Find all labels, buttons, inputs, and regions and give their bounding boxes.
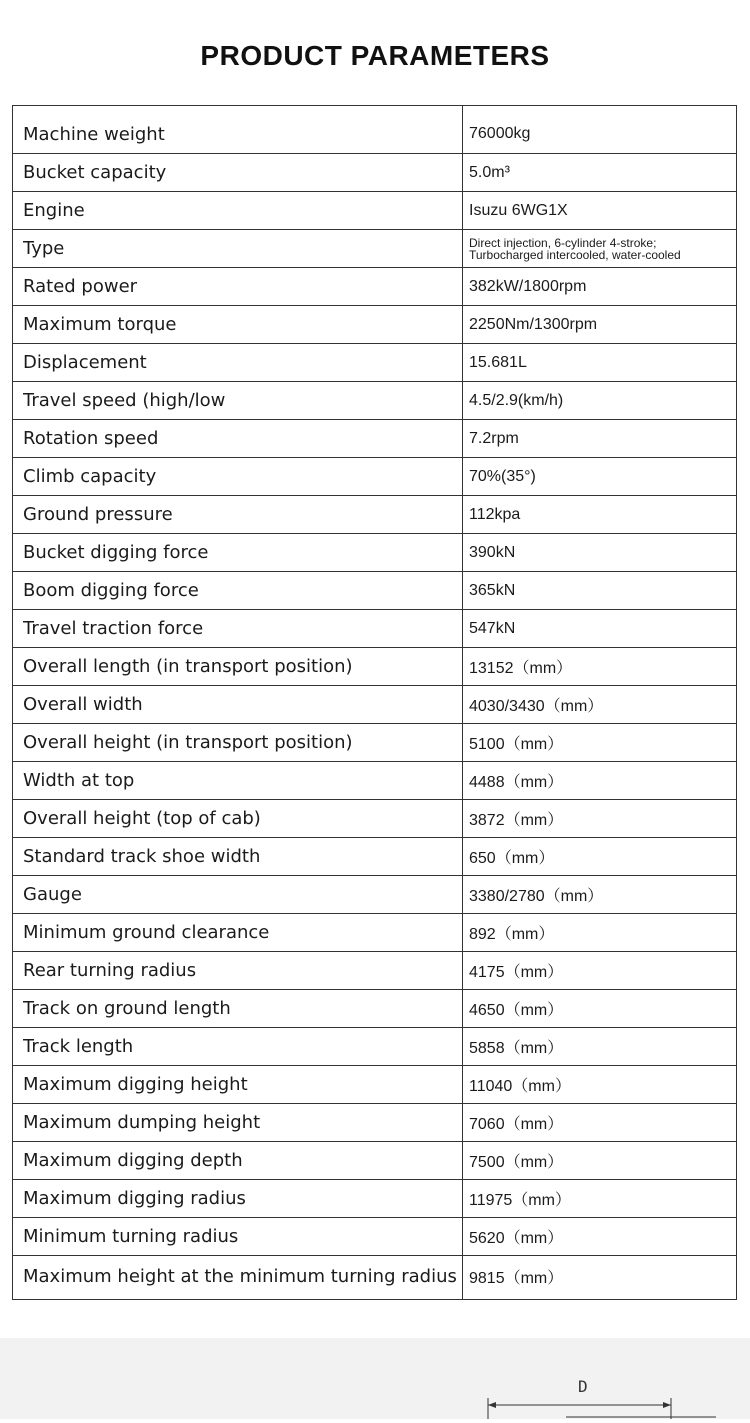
param-label: Rotation speed: [23, 428, 159, 449]
table-row: [13, 799, 736, 837]
table-row: [13, 1141, 736, 1179]
dimension-drawing: [0, 1338, 750, 1419]
param-label: Maximum torque: [23, 314, 177, 335]
param-label: Type: [23, 238, 65, 259]
param-value: 15.681L: [469, 353, 527, 371]
param-label: Maximum digging radius: [23, 1188, 246, 1209]
param-label: Maximum digging height: [23, 1074, 248, 1095]
param-label: Rear turning radius: [23, 960, 197, 981]
param-value: 11040（mm）: [469, 1078, 571, 1095]
param-value: 892（mm）: [469, 926, 555, 943]
param-label: Gauge: [23, 884, 82, 905]
param-value: 650（mm）: [469, 850, 555, 867]
param-value: 4650（mm）: [469, 1002, 564, 1019]
table-row: [13, 343, 736, 381]
param-label: Boom digging force: [23, 580, 199, 601]
param-value: 4175（mm）: [469, 964, 564, 981]
param-label: Travel traction force: [23, 618, 204, 639]
table-row: [13, 609, 736, 647]
param-value: 70%(35°): [469, 467, 536, 485]
param-label: Standard track shoe width: [23, 846, 261, 867]
param-value: 4.5/2.9(km/h): [469, 391, 564, 409]
param-label: Track length: [23, 1036, 134, 1057]
param-value: 4488（mm）: [469, 774, 564, 791]
dimension-diagram: [0, 1338, 750, 1419]
param-label: Displacement: [23, 352, 147, 373]
table-row: [13, 875, 736, 913]
table-row: [13, 419, 736, 457]
table-row: [13, 913, 736, 951]
param-label: Track on ground length: [23, 998, 231, 1019]
param-value: Direct injection, 6-cylinder 4-stroke; Turbocharged intercooled, water-cooled: [469, 235, 681, 262]
page-title: PRODUCT PARAMETERS: [200, 40, 550, 71]
param-label: Bucket digging force: [23, 542, 209, 563]
table-row: [13, 951, 736, 989]
param-value: 7060（mm）: [469, 1116, 564, 1133]
param-label: Minimum turning radius: [23, 1226, 239, 1247]
param-value: 365kN: [469, 581, 516, 599]
table-row: [13, 1179, 736, 1217]
param-label: Overall height (in transport position): [23, 732, 353, 753]
table-row: [13, 685, 736, 723]
param-value: 112kpa: [469, 505, 521, 523]
table-row: [13, 1103, 736, 1141]
param-label: Overall length (in transport position): [23, 656, 353, 677]
param-value: 5620（mm）: [469, 1230, 564, 1247]
param-value: 5100（mm）: [469, 736, 564, 753]
param-value: 5858（mm）: [469, 1040, 564, 1057]
param-label: Ground pressure: [23, 504, 173, 525]
table-row: [13, 495, 736, 533]
arrow-right-icon: [663, 1402, 671, 1408]
param-value: Isuzu 6WG1X: [469, 201, 568, 219]
table-row: [13, 723, 736, 761]
param-value: 7.2rpm: [469, 429, 519, 447]
param-value: 9815（mm）: [469, 1270, 564, 1287]
param-value: 4030/3430（mm）: [469, 698, 604, 715]
param-label: Maximum digging depth: [23, 1150, 243, 1171]
param-label: Minimum ground clearance: [23, 922, 270, 943]
table-row: [13, 761, 736, 799]
table-row: [13, 1065, 736, 1103]
param-label: Travel speed (high/low: [23, 390, 226, 411]
table-row: [13, 457, 736, 495]
table-row: [13, 267, 736, 305]
param-value: 7500（mm）: [469, 1154, 564, 1171]
param-label: Bucket capacity: [23, 162, 167, 183]
table-row: [13, 647, 736, 685]
table-row: [13, 533, 736, 571]
param-value: 2250Nm/1300rpm: [469, 315, 598, 333]
param-value: 390kN: [469, 543, 516, 561]
table-row: [13, 229, 736, 267]
table-row: [13, 106, 736, 153]
param-label: Maximum dumping height: [23, 1112, 261, 1133]
table-row: [13, 305, 736, 343]
param-label: Machine weight: [23, 123, 165, 145]
param-label: Width at top: [23, 770, 135, 791]
param-label: Maximum height at the minimum turning radius: [23, 1266, 457, 1287]
table-row: [13, 1027, 736, 1065]
table-row: [13, 1217, 736, 1255]
table-row: [13, 989, 736, 1027]
spec-table: [12, 105, 737, 1300]
arrow-left-icon: [488, 1402, 496, 1408]
table-row: [13, 153, 736, 191]
table-row: [13, 837, 736, 875]
param-value: 3380/2780（mm）: [469, 888, 604, 905]
param-label: Climb capacity: [23, 466, 157, 487]
param-value: 5.0m³: [469, 163, 510, 181]
param-value: 3872（mm）: [469, 812, 564, 829]
param-label: Overall height (top of cab): [23, 808, 261, 829]
table-row: [13, 381, 736, 419]
param-value: 11975（mm）: [469, 1192, 571, 1209]
param-value: 382kW/1800rpm: [469, 277, 587, 295]
param-label: Overall width: [23, 694, 143, 715]
dimension-label: D: [578, 1377, 588, 1396]
table-row: [13, 191, 736, 229]
table-row: [13, 1255, 736, 1297]
param-value: 13152（mm）: [469, 660, 573, 677]
param-label: Rated power: [23, 276, 138, 297]
table-row: [13, 571, 736, 609]
param-value: 547kN: [469, 619, 516, 637]
param-label: Engine: [23, 200, 85, 221]
param-value: 76000kg: [469, 125, 531, 142]
